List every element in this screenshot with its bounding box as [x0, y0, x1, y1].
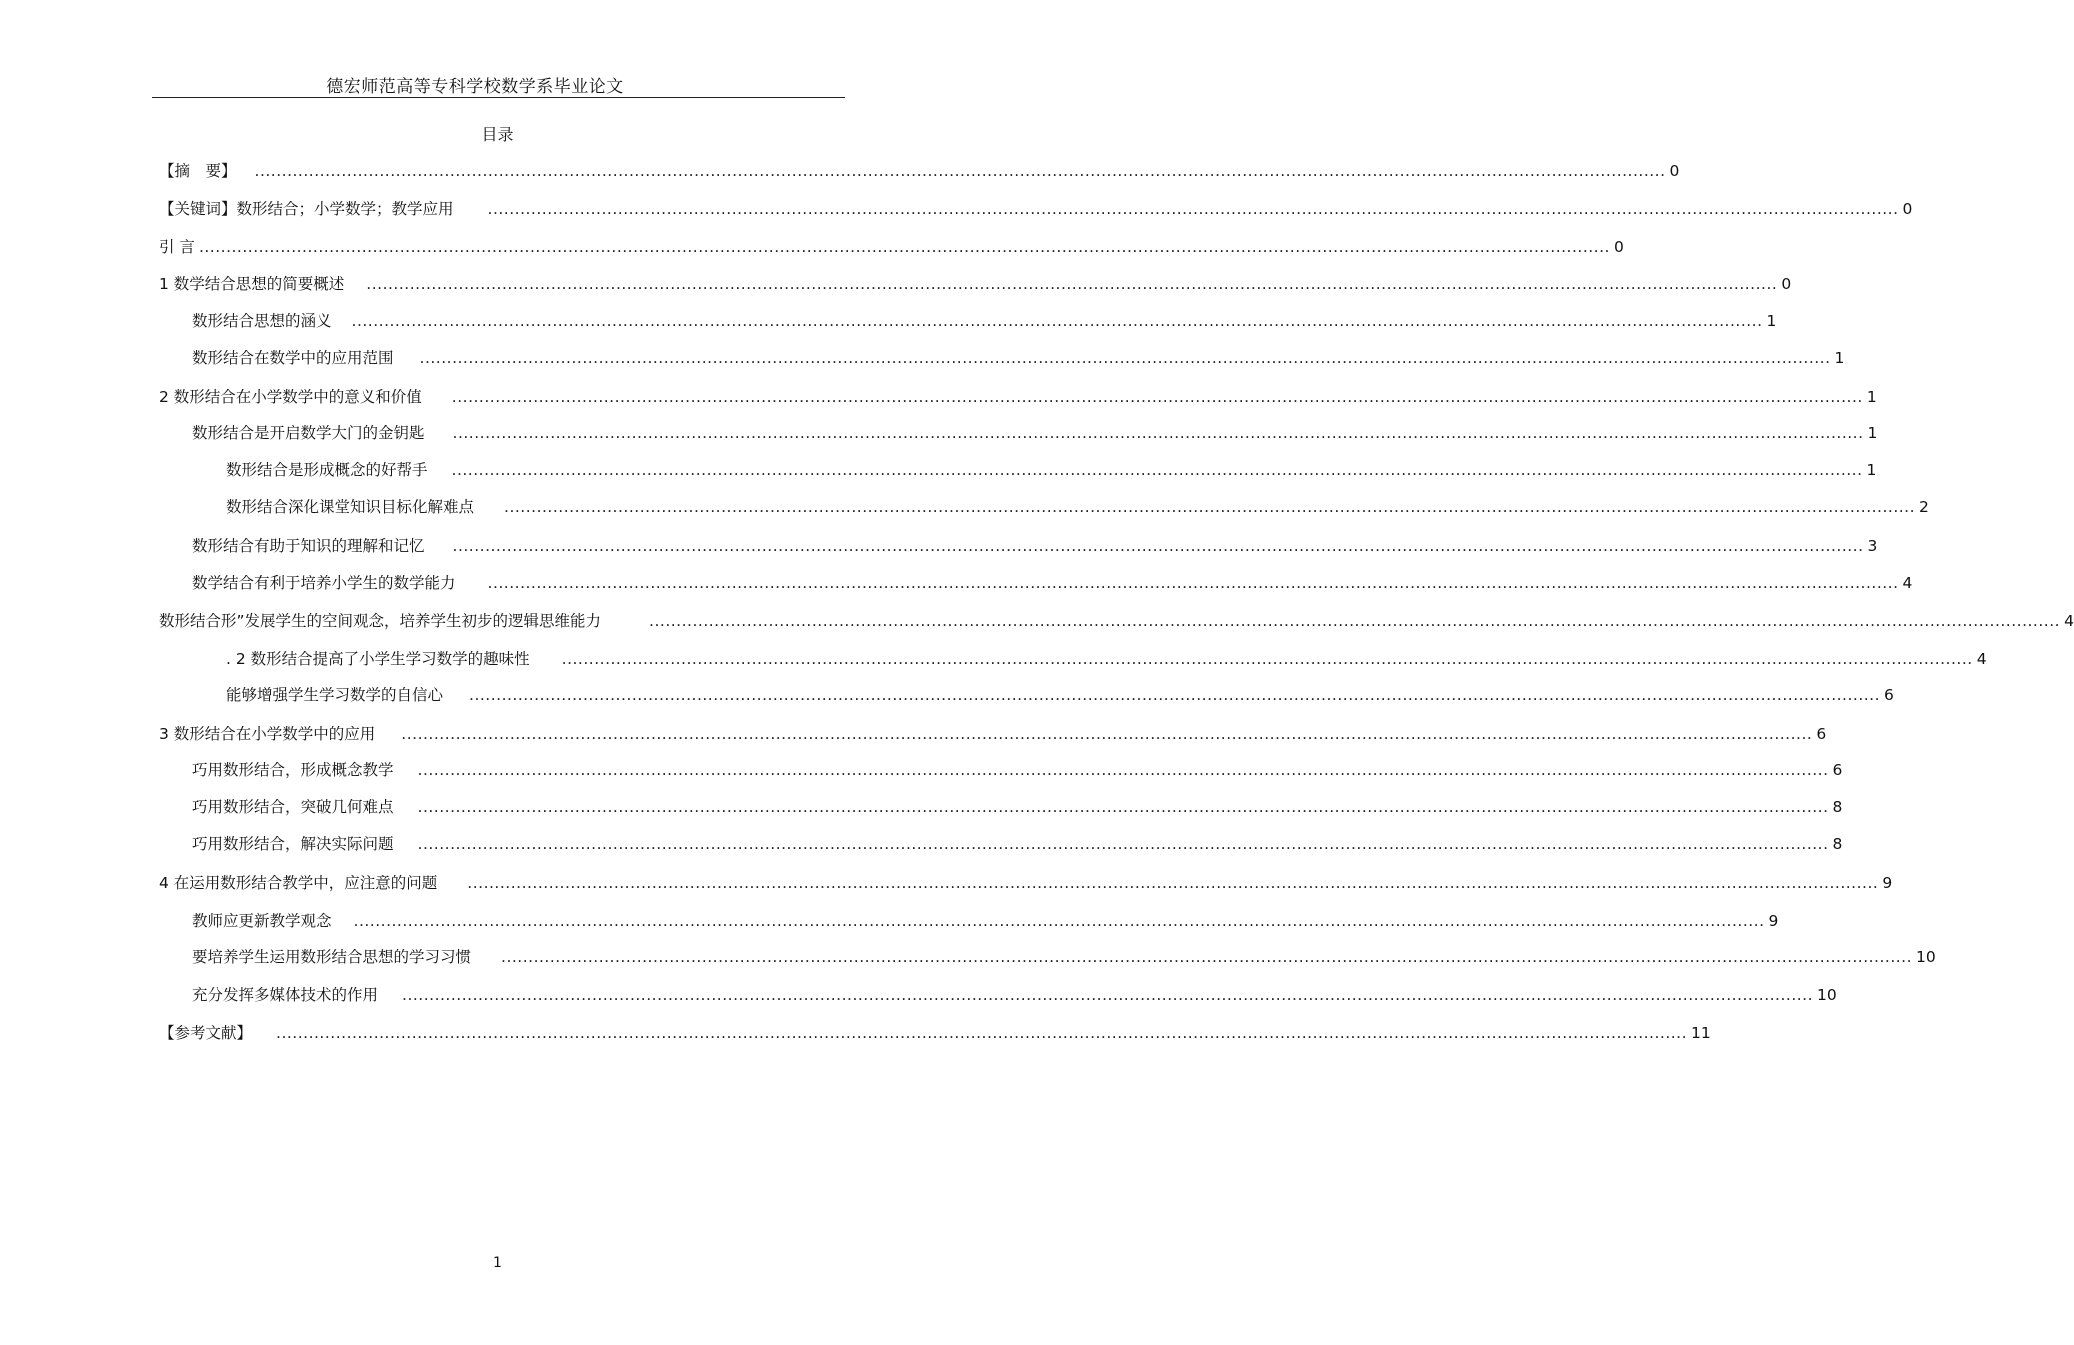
toc-dot-leader: .................................................................................................................................................................................................................................................................... — [487, 574, 1899, 592]
toc-entry[interactable] — [159, 160, 1680, 182]
toc-entry-label: 数形结合是开启数学大门的金钥匙 — [192, 424, 425, 442]
toc-entry[interactable] — [192, 759, 1843, 781]
toc-dot-leader: .................................................................................................................................................................................................................................................................... — [402, 986, 1814, 1004]
toc-dot-leader: .................................................................................................................................................................................................................................................................... — [451, 388, 1863, 406]
toc-entry-label: 巧用数形结合，解决实际问题 — [192, 835, 394, 853]
toc-entry-page-number: 3 — [1867, 537, 1878, 555]
toc-dot-leader: .................................................................................................................................................................................................................................................................... — [417, 835, 1829, 853]
toc-entry[interactable] — [159, 610, 2074, 632]
toc-dot-leader: .................................................................................................................................................................................................................................................................... — [504, 498, 1916, 516]
toc-entry[interactable] — [192, 422, 1878, 444]
toc-dot-leader: .................................................................................................................................................................................................................................................................... — [198, 238, 1610, 256]
toc-entry[interactable] — [192, 347, 1845, 369]
toc-entry-label: 充分发挥多媒体技术的作用 — [192, 986, 379, 1004]
toc-entry-page-number: 0 — [1902, 200, 1913, 218]
toc-entry-page-number: 1 — [1866, 461, 1877, 479]
toc-entry-label: 能够增强学生学习数学的自信心 — [226, 686, 444, 704]
toc-entry[interactable] — [159, 273, 1792, 295]
toc-entry-label: 1 数学结合思想的简要概述 — [159, 275, 345, 293]
toc-entry-label: 数形结合形”发展学生的空间观念，培养学生初步的逻辑思维能力 — [159, 612, 602, 630]
toc-entry-label: 巧用数形结合，形成概念教学 — [192, 761, 394, 779]
toc-dot-leader: .................................................................................................................................................................................................................................................................... — [254, 162, 1666, 180]
toc-dot-leader: .................................................................................................................................................................................................................................................................... — [469, 686, 1881, 704]
toc-entry-page-number: 8 — [1832, 835, 1843, 853]
toc-entry-label: 数形结合是形成概念的好帮手 — [226, 461, 428, 479]
toc-entry-page-number: 0 — [1669, 162, 1680, 180]
page-number: 1 — [493, 1255, 502, 1271]
toc-dot-leader: .................................................................................................................................................................................................................................................................... — [276, 1024, 1688, 1042]
toc-entry-label: 要培养学生运用数形结合思想的学习习惯 — [192, 948, 472, 966]
toc-entry-page-number: 6 — [1816, 725, 1827, 743]
toc-entry-label: 【关键词】数形结合；小学数学；教学应用 — [159, 200, 454, 218]
toc-title: 目录 — [481, 125, 514, 144]
toc-entry-label: 【参考文献】 — [159, 1024, 253, 1042]
toc-dot-leader: .................................................................................................................................................................................................................................................................... — [487, 200, 1899, 218]
toc-dot-leader: .................................................................................................................................................................................................................................................................... — [353, 912, 1765, 930]
toc-dot-leader: .................................................................................................................................................................................................................................................................... — [351, 312, 1763, 330]
toc-entry[interactable] — [192, 310, 1777, 332]
toc-entry-page-number: 4 — [2064, 612, 2074, 630]
toc-entry-page-number: 4 — [1976, 650, 1987, 668]
toc-entry-page-number: 1 — [1866, 388, 1877, 406]
toc-entry[interactable] — [226, 684, 1894, 706]
toc-dot-leader: .................................................................................................................................................................................................................................................................... — [467, 874, 1879, 892]
toc-entry[interactable] — [192, 796, 1843, 818]
toc-entry-label: 2 数形结合在小学数学中的意义和价值 — [159, 388, 422, 406]
toc-entry-page-number: 2 — [1919, 498, 1929, 516]
toc-entry-label: 数学结合有利于培养小学生的数学能力 — [192, 574, 456, 592]
toc-entry-label: 【摘 要】 — [159, 162, 237, 180]
toc-entry[interactable] — [159, 723, 1827, 745]
toc-entry-page-number: 11 — [1691, 1024, 1711, 1042]
toc-entry-page-number: 10 — [1817, 986, 1837, 1004]
toc-entry-page-number: 1 — [1867, 424, 1878, 442]
toc-entry-page-number: 0 — [1613, 238, 1624, 256]
toc-dot-leader: .................................................................................................................................................................................................................................................................... — [417, 798, 1829, 816]
toc-entry[interactable] — [226, 648, 1987, 670]
toc-dot-leader: .................................................................................................................................................................................................................................................................... — [501, 948, 1913, 966]
toc-dot-leader: .................................................................................................................................................................................................................................................................... — [366, 275, 1778, 293]
toc-entry-label: 数形结合有助于知识的理解和记忆 — [192, 537, 425, 555]
toc-entry[interactable] — [192, 572, 1913, 594]
toc-entry-page-number: 8 — [1832, 798, 1843, 816]
toc-entry-label: 4 在运用数形结合教学中，应注意的问题 — [159, 874, 438, 892]
toc-entry-page-number: 10 — [1916, 948, 1936, 966]
toc-entry-label: 3 数形结合在小学数学中的应用 — [159, 725, 376, 743]
toc-entry[interactable] — [192, 984, 1837, 1006]
toc-entry[interactable] — [226, 496, 1929, 518]
toc-entry-page-number: 0 — [1781, 275, 1792, 293]
toc-dot-leader: .................................................................................................................................................................................................................................................................... — [451, 461, 1863, 479]
toc-entry-page-number: 6 — [1884, 686, 1894, 704]
toc-entry-label: . 2 数形结合提高了小学生学习数学的趣味性 — [226, 650, 530, 668]
toc-entry-label: 数形结合在数学中的应用范围 — [192, 349, 394, 367]
toc-entry-label: 数形结合深化课堂知识目标化解难点 — [226, 498, 475, 516]
toc-entry-page-number: 6 — [1832, 761, 1843, 779]
toc-entry-page-number: 9 — [1882, 874, 1893, 892]
toc-entry[interactable] — [159, 198, 1913, 220]
toc-entry-page-number: 4 — [1902, 574, 1913, 592]
toc-entry[interactable] — [226, 459, 1877, 481]
toc-entry[interactable] — [192, 833, 1843, 855]
toc-dot-leader: .................................................................................................................................................................................................................................................................... — [452, 424, 1864, 442]
toc-entry-label: 巧用数形结合，突破几何难点 — [192, 798, 394, 816]
toc-dot-leader: .................................................................................................................................................................................................................................................................... — [401, 725, 1813, 743]
toc-entry-label: 引 言 — [159, 238, 195, 256]
toc-entry[interactable] — [192, 910, 1779, 932]
toc-dot-leader: .................................................................................................................................................................................................................................................................... — [452, 537, 1864, 555]
toc-entry-label: 教师应更新教学观念 — [192, 912, 332, 930]
toc-dot-leader: .................................................................................................................................................................................................................................................................... — [417, 761, 1829, 779]
toc-entry[interactable] — [159, 1022, 1711, 1044]
toc-entry-label: 数形结合思想的涵义 — [192, 312, 332, 330]
toc-dot-leader: .................................................................................................................................................................................................................................................................... — [561, 650, 1973, 668]
toc-entry-page-number: 1 — [1834, 349, 1845, 367]
toc-entry-page-number: 1 — [1766, 312, 1777, 330]
header-rule — [152, 97, 845, 98]
toc-entry[interactable] — [159, 236, 1624, 258]
running-header: 德宏师范高等专科学校数学系毕业论文 — [326, 77, 624, 97]
toc-dot-leader: .................................................................................................................................................................................................................................................................... — [649, 612, 2061, 630]
toc-entry[interactable] — [192, 946, 1936, 968]
toc-entry[interactable] — [159, 386, 1877, 408]
toc-dot-leader: .................................................................................................................................................................................................................................................................... — [419, 349, 1831, 367]
toc-entry[interactable] — [192, 535, 1878, 557]
toc-entry-page-number: 9 — [1768, 912, 1779, 930]
toc-entry[interactable] — [159, 872, 1893, 894]
